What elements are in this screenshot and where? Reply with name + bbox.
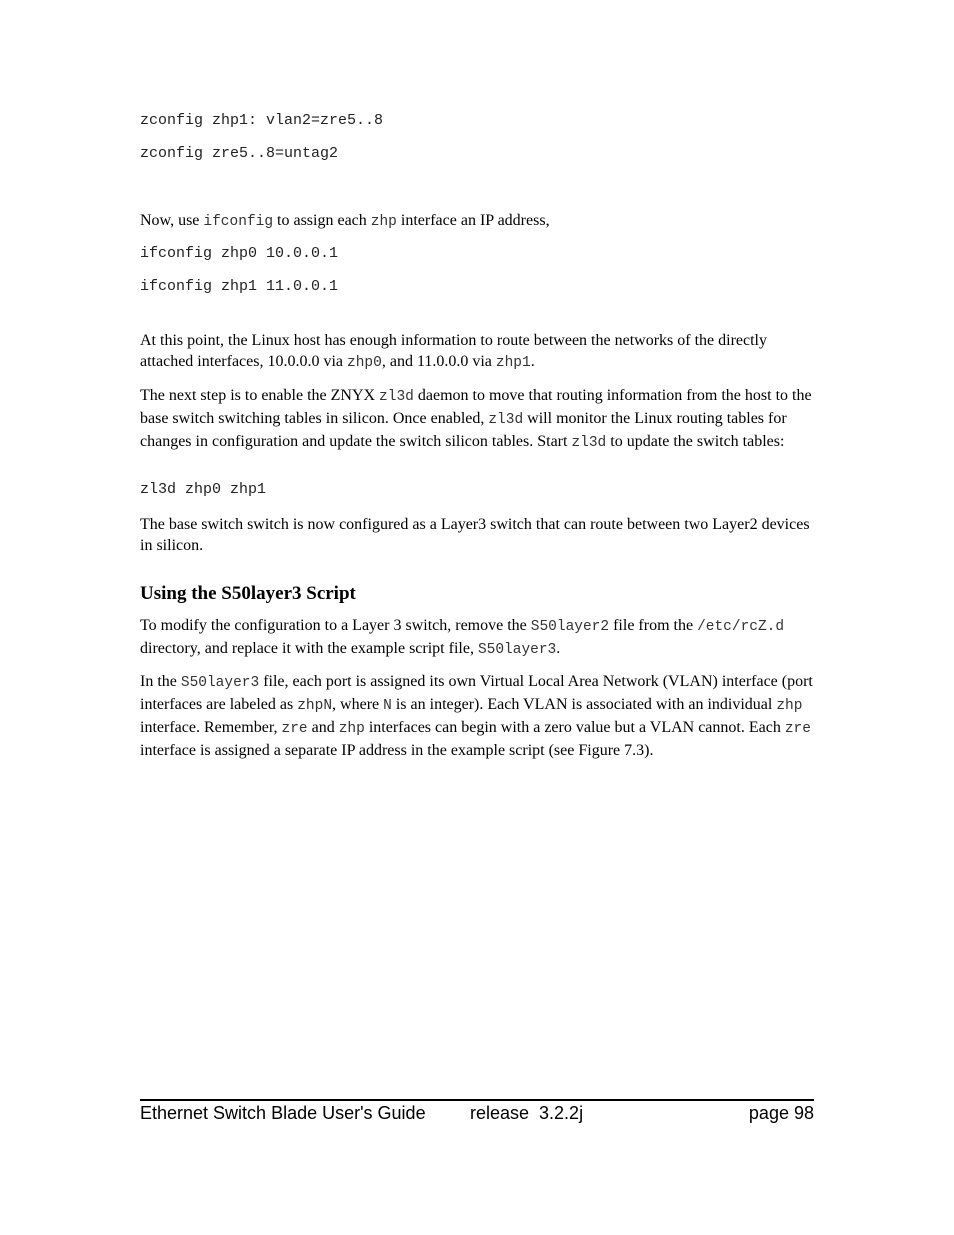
paragraph-ifconfig: Now, use ifconfig to assign each zhp interface an IP address,: [140, 212, 550, 230]
code-line: zconfig zhp1: vlan2=zre5..8: [140, 112, 384, 129]
section-heading: Using the S50layer3 Script: [140, 583, 356, 604]
code-line: ifconfig zhp1 11.0.0.1: [140, 278, 339, 295]
page-footer: [140, 1101, 814, 1125]
footer-title: Ethernet Switch Blade User's Guide: [140, 1103, 426, 1123]
code-line: ifconfig zhp0 10.0.0.1: [140, 245, 339, 262]
paragraph-modify: To modify the configuration to a Layer 3 switch, remove the S50layer2 file from the /etc/rcZ.d directory, and replace it with the example script file, S50layer3.: [140, 617, 785, 658]
footer-page-number: page 98: [748, 1103, 814, 1123]
paragraph-zl3d: The next step is to enable the ZNYX zl3d daemon to move that routing information from the host to the base switch switching tables in silicon. Once enabled, zl3d will monitor the Linux routing tables for changes in configuration and update the switch silicon tables. Start zl3d to update the switch tables:: [140, 387, 812, 451]
code-line: zconfig zre5..8=untag2: [140, 145, 339, 162]
code-line: zl3d zhp0 zhp1: [140, 481, 267, 498]
paragraph-vlan: In the S50layer3 file, each port is assigned its own Virtual Local Area Network (VLAN) interface (port interfaces are labeled as zhpN, where N is an integer). Each VLAN is associated with an individual zhp interface. Remember, zre and zhp interfaces can begin with a zero value but a VLAN cannot. Each zre interface is assigned a separate IP address in the example script (see Figure 7.3).: [140, 673, 813, 759]
paragraph-route: At this point, the Linux host has enough information to route between the networks of the directly attached interfaces, 10.0.0.0 via zhp0, and 11.0.0.0 via zhp1.: [140, 332, 767, 371]
paragraph-layer3: The base switch switch is now configured as a Layer3 switch that can route between two Layer2 devices in silicon.: [140, 516, 810, 554]
footer-release: release 3.2.2j: [470, 1103, 584, 1123]
